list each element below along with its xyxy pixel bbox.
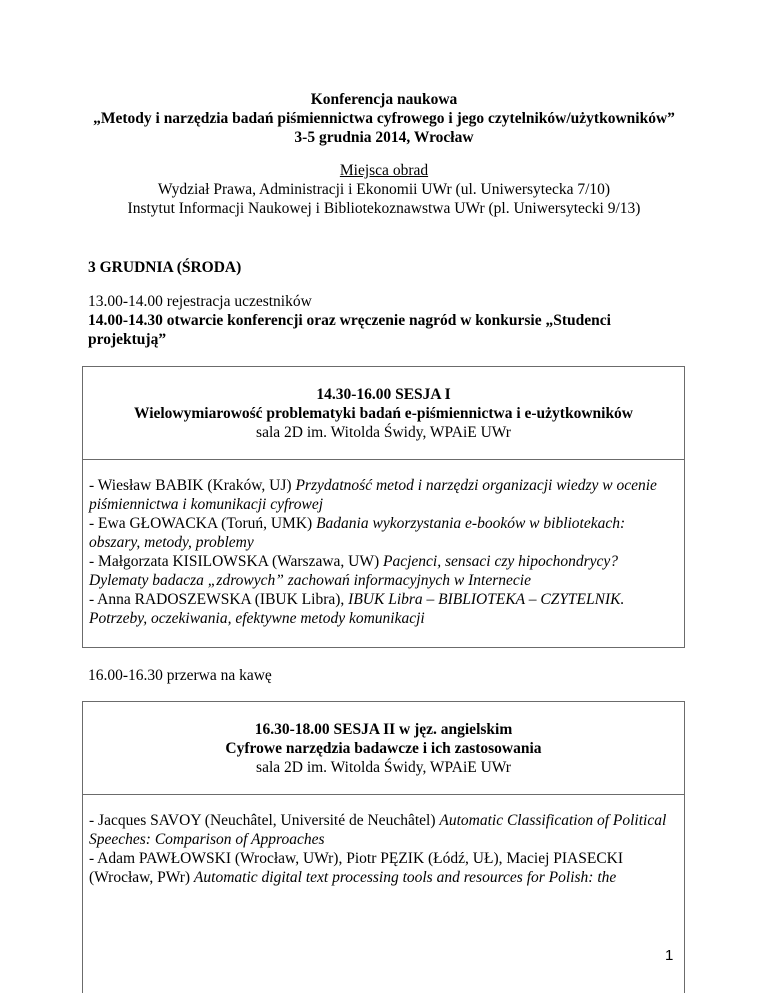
venue-1: Wydział Prawa, Administracji i Ekonomii UWr (ul. Uniwersytecka 7/10) <box>157 181 611 198</box>
session-2-room: sala 2D im. Witolda Świdy, WPAiE UWr <box>256 759 511 776</box>
talk-title-cont: Speeches: Comparison of Approaches <box>89 831 325 848</box>
talk-title-cont: piśmiennictwa i komunikacji cyfrowej <box>89 496 324 513</box>
talk-title: Automatic digital text processing tools and resources for Polish: the <box>193 869 617 886</box>
talk-item <box>89 514 679 533</box>
registration-item: 13.00-14.00 rejestracja uczestników <box>88 293 312 310</box>
session-1-title: Wielowymiarowość problematyki badań e-piśmiennictwa i e-użytkowników <box>133 405 634 422</box>
session-2-title: Cyfrowe narzędzia badawcze i ich zastosowania <box>225 740 542 757</box>
page-number: 1 <box>665 947 674 964</box>
venue-2: Instytut Informacji Naukowej i Bibliotekoznawstwa UWr (pl. Uniwersytecki 9/13) <box>127 200 641 217</box>
talk-item <box>89 552 679 571</box>
schedule-opening <box>88 292 688 349</box>
venues-heading: Miejsca obrad <box>339 162 429 179</box>
talk-author: - Jacques SAVOY (Neuchâtel, Université de Neuchâtel) <box>89 812 440 829</box>
talk-title: Przydatność metod i narzędzi organizacji wiedzy w ocenie <box>295 477 657 494</box>
talk-title-cont: Dylematy badacza „zdrowych” zachowań informacyjnych w Internecie <box>89 572 531 589</box>
session-2-talks <box>83 795 684 887</box>
conference-title: „Metody i narzędzia badań piśmiennictwa cyfrowego i jego czytelników/użytkowników” <box>93 110 675 127</box>
opening-item-line2: projektują” <box>88 331 167 348</box>
session-1-box <box>82 366 685 648</box>
coffee-break: 16.00-16.30 przerwa na kawę <box>88 667 272 684</box>
conference-dates: 3-5 grudnia 2014, Wrocław <box>294 129 474 146</box>
conference-type: Konferencja naukowa <box>310 91 458 108</box>
day-heading: 3 GRUDNIA (ŚRODA) <box>88 259 242 276</box>
talk-author: - Anna RADOSZEWSKA (IBUK Libra), <box>89 591 349 608</box>
session-1-room: sala 2D im. Witolda Świdy, WPAiE UWr <box>256 424 511 441</box>
talk-author: - Małgorzata KISILOWSKA (Warszawa, UW) <box>89 553 384 570</box>
opening-item-line1: 14.00-14.30 otwarcie konferencji oraz wręczenie nagród w konkursie „Studenci <box>88 312 611 329</box>
session-2-time: 16.30-18.00 SESJA II w jęz. angielskim <box>254 721 513 738</box>
venues-block <box>0 161 768 218</box>
talk-title: Pacjenci, sensaci czy hipochondrycy? <box>383 553 619 570</box>
talk-title: Automatic Classification of Political <box>439 812 667 829</box>
talk-title: IBUK Libra – BIBLIOTEKA – CZYTELNIK. <box>348 591 625 608</box>
talk-item <box>89 590 679 609</box>
talk-authors: - Adam PAWŁOWSKI (Wrocław, UWr), Piotr PĘZIK (Łódź, UŁ), Maciej PIASECKI <box>89 850 624 867</box>
talk-item <box>89 868 679 887</box>
talk-author: - Wiesław BABIK (Kraków, UJ) <box>89 477 296 494</box>
talk-item <box>89 476 679 495</box>
conference-header <box>0 90 768 147</box>
talk-title-cont: Potrzeby, oczekiwania, efektywne metody komunikacji <box>89 610 425 627</box>
session-1-header <box>83 367 684 460</box>
session-2-box <box>82 701 685 993</box>
session-1-time: 14.30-16.00 SESJA I <box>316 386 451 403</box>
session-1-talks <box>83 460 684 628</box>
session-2-header <box>83 702 684 795</box>
talk-title-cont: obszary, metody, problemy <box>89 534 254 551</box>
talk-author-cont: (Wrocław, PWr) <box>89 869 194 886</box>
talk-item <box>89 811 679 830</box>
talk-author: - Ewa GŁOWACKA (Toruń, UMK) <box>89 515 317 532</box>
talk-title: Badania wykorzystania e-booków w bibliotekach: <box>316 515 626 532</box>
